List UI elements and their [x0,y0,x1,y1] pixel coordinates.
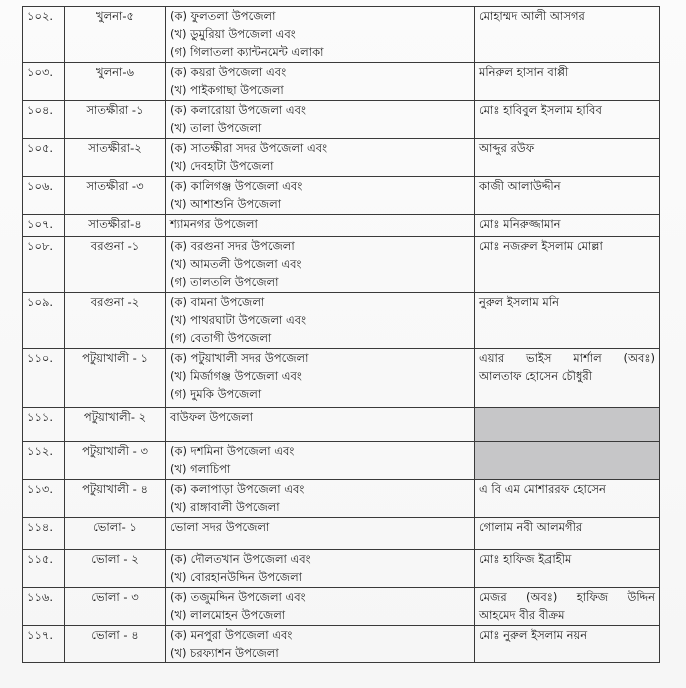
table-row [23,63,660,101]
constituency-name-cell: খুলনা-৬ [65,63,166,101]
candidate-cell [475,101,660,139]
table-row [23,7,660,63]
serial-number-cell: ১০৭. [23,215,65,237]
candidate-cell [475,177,660,215]
area-cell [166,550,475,588]
table-row [23,518,660,550]
candidate-cell [475,550,660,588]
table-row [23,626,660,663]
candidate-cell [475,349,660,408]
constituency-name-cell: পটুয়াখালী - ১ [65,349,166,408]
area-line: (খ) লালমোহন উপজেলা [170,608,286,622]
area-line: (ক) কালিগঞ্জ উপজেলা এবং [170,179,303,193]
area-line: (ক) পটুয়াখালী সদর উপজেলা [170,351,309,365]
area-line: (খ) আমতলী উপজেলা এবং [170,257,302,271]
area-line: (খ) ডুমুরিয়া উপজেলা এবং [170,27,296,41]
area-line: (খ) আশাশুনি উপজেলা [170,197,282,211]
candidate-name-line: এয়ার ভাইস মার্শাল (অবঃ) [479,351,655,365]
candidate-name-line: মোঃ নজরুল ইসলাম মোল্লা [479,239,603,253]
area-line: (ক) বরগুনা সদর উপজেলা [170,239,295,253]
serial-number-cell: ১১৩. [23,480,65,518]
area-line: (ক) সাতক্ষীরা সদর উপজেলা এবং [170,141,328,155]
area-cell [166,518,475,550]
area-cell [166,442,475,480]
area-cell [166,588,475,626]
candidate-name-line: মেজর (অবঃ) হাফিজ উদ্দিন [479,590,655,604]
area-cell [166,626,475,663]
area-line: (ক) বামনা উপজেলা [170,295,265,309]
candidate-cell [475,237,660,293]
candidate-cell [475,139,660,177]
candidate-name-line: কাজী আলাউদ্দীন [479,179,561,193]
constituency-name-cell: সাতক্ষীরা-৪ [65,215,166,237]
table-body [23,7,660,663]
area-cell [166,63,475,101]
candidate-name-line: আলতাফ হোসেন চৌধুরী [479,369,593,383]
constituency-name-cell: সাতক্ষীরা -১ [65,101,166,139]
table-row [23,480,660,518]
candidate-cell [475,442,660,480]
constituency-name-cell: ভোলা - ৩ [65,588,166,626]
area-line: (ক) তজুমদ্দিন উপজেলা এবং [170,590,306,604]
area-line: (খ) গলাচিপা [170,462,231,476]
area-line: ভোলা সদর উপজেলা [170,520,270,534]
candidate-name-line: মোঃ হাফিজ ইব্রাহীম [479,552,572,566]
candidate-name-line: আহমেদ বীর বীক্রম [479,608,565,622]
area-cell [166,237,475,293]
area-line: বাউফল উপজেলা [170,410,253,424]
table-row [23,139,660,177]
table-row [23,237,660,293]
constituency-candidate-table [22,6,660,663]
serial-number-cell: ১০২. [23,7,65,63]
table-row [23,588,660,626]
serial-number-cell: ১১৬. [23,588,65,626]
candidate-name-line: নুরুল ইসলাম মনি [479,295,559,309]
area-line: শ্যামনগর উপজেলা [170,217,258,231]
table-row [23,293,660,349]
constituency-name-cell: খুলনা-৫ [65,7,166,63]
candidate-cell [475,408,660,442]
candidate-cell [475,588,660,626]
constituency-name-cell: ভোলা- ১ [65,518,166,550]
serial-number-cell: ১০৫. [23,139,65,177]
table-row [23,349,660,408]
constituency-name-cell: বরগুনা -২ [65,293,166,349]
area-cell [166,349,475,408]
serial-number-cell: ১১০. [23,349,65,408]
candidate-cell [475,293,660,349]
candidate-cell [475,480,660,518]
table-row [23,408,660,442]
area-cell [166,177,475,215]
area-line: (খ) রাঙ্গাবালী উপজেলা [170,500,280,514]
candidate-name-line: মনিরুল হাসান বাপ্পী [479,65,569,79]
area-line: (ক) দৌলতখান উপজেলা এবং [170,552,311,566]
constituency-name-cell: ভোলা - ৪ [65,626,166,663]
area-line: (ক) কলাপাড়া উপজেলা এবং [170,482,305,496]
candidate-cell [475,7,660,63]
constituency-name-cell: পটুয়াখালী - ৪ [65,480,166,518]
area-cell [166,408,475,442]
candidate-name-line: মোঃ মনিরুজ্জামান [479,217,561,231]
area-line: (ক) দশমিনা উপজেলা এবং [170,444,295,458]
candidate-name-line: এ বি এম মোশাররফ হোসেন [479,482,606,496]
area-line: (ক) কয়রা উপজেলা এবং [170,65,287,79]
area-cell [166,293,475,349]
table-row [23,177,660,215]
area-line: (গ) তালতলি উপজেলা [170,275,279,289]
serial-number-cell: ১০৬. [23,177,65,215]
area-cell [166,7,475,63]
candidate-name-line: মোহাম্মদ আলী আসগর [479,9,585,23]
area-cell [166,139,475,177]
table-row [23,101,660,139]
area-line: (খ) দেবহাটা উপজেলা [170,159,274,173]
area-line: (গ) বেতাগী উপজেলা [170,331,272,345]
serial-number-cell: ১১৭. [23,626,65,663]
constituency-name-cell: পটুয়াখালী - ৩ [65,442,166,480]
area-line: (ক) ফুলতলা উপজেলা [170,9,276,23]
candidate-name-line: মোঃ হাবিবুল ইসলাম হাবিব [479,103,602,117]
serial-number-cell: ১১৪. [23,518,65,550]
serial-number-cell: ১০৪. [23,101,65,139]
area-line: (খ) পাইকগাছা উপজেলা [170,83,284,97]
candidate-cell [475,215,660,237]
area-line: (ক) মনপুরা উপজেলা এবং [170,628,293,642]
candidate-cell [475,626,660,663]
area-line: (গ) গিলাতলা ক্যান্টনমেন্ট এলাকা [170,45,324,59]
serial-number-cell: ১১১. [23,408,65,442]
serial-number-cell: ১০৯. [23,293,65,349]
constituency-name-cell: বরগুনা -১ [65,237,166,293]
table-row [23,215,660,237]
area-line: (খ) মির্জাগঞ্জ উপজেলা এবং [170,369,302,383]
area-line: (ক) কলারোয়া উপজেলা এবং [170,103,307,117]
serial-number-cell: ১০৩. [23,63,65,101]
constituency-name-cell: ভোলা - ২ [65,550,166,588]
candidate-cell [475,63,660,101]
candidate-name-line: গোলাম নবী আলমগীর [479,520,583,534]
table-row [23,442,660,480]
area-line: (খ) বোরহানউদ্দিন উপজেলা [170,570,303,584]
constituency-name-cell: পটুয়াখালী- ২ [65,408,166,442]
area-cell [166,101,475,139]
serial-number-cell: ১১৫. [23,550,65,588]
table-row [23,550,660,588]
serial-number-cell: ১০৮. [23,237,65,293]
candidate-name-line: মোঃ নুরুল ইসলাম নয়ন [479,628,588,642]
candidate-name-line: আব্দুর রউফ [479,141,535,155]
area-line: (গ) দুমকি উপজেলা [170,387,262,401]
candidate-cell [475,518,660,550]
area-cell [166,480,475,518]
area-line: (খ) পাথরঘাটা উপজেলা এবং [170,313,307,327]
area-cell [166,215,475,237]
area-line: (খ) চরফ্যাশন উপজেলা [170,646,279,660]
area-line: (খ) তালা উপজেলা [170,121,262,135]
constituency-name-cell: সাতক্ষীরা -৩ [65,177,166,215]
serial-number-cell: ১১২. [23,442,65,480]
constituency-name-cell: সাতক্ষীরা-২ [65,139,166,177]
